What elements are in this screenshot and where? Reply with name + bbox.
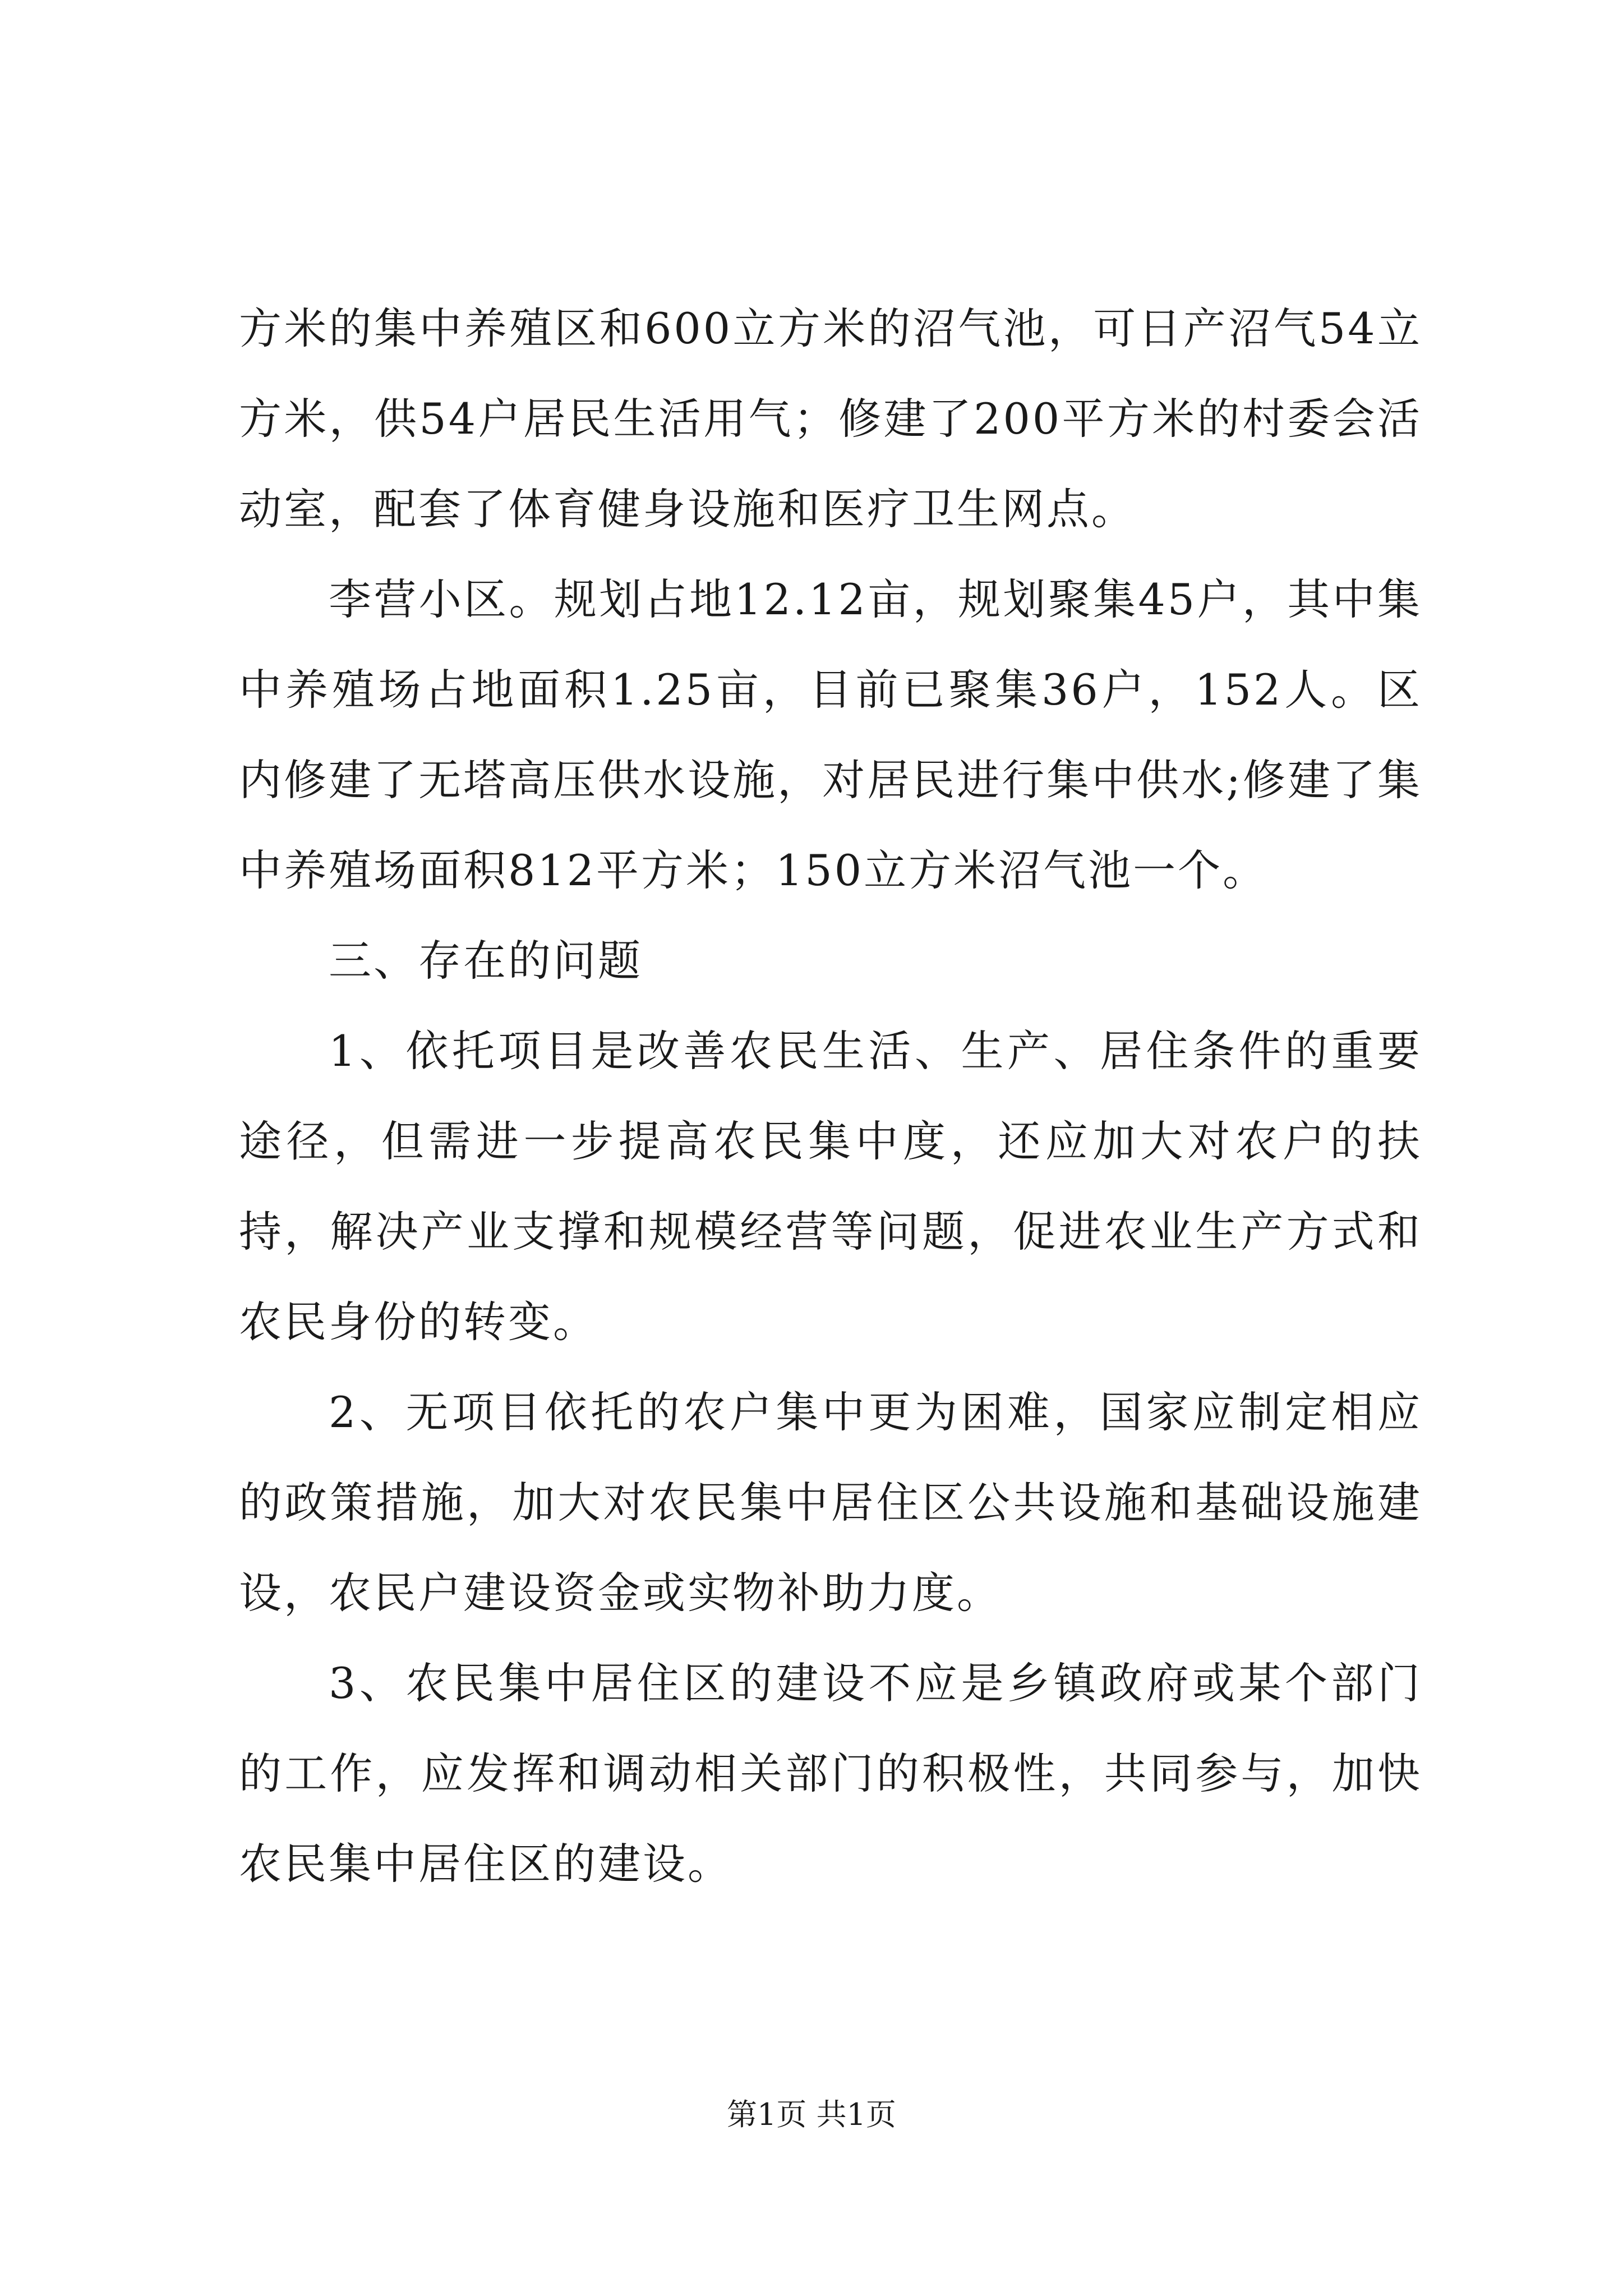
section-heading-problems: 三、存在的问题 bbox=[329, 936, 643, 986]
paragraph-problem-1: 1、依托项目是改善农民生活、生产、居住条件的重要途径，但需进一步提高农民集中度，还应加大对农户的扶持，解决产业支撑和规模经营等问题，促进农业生产方式和农民身份的转变。 bbox=[239, 1026, 1422, 1347]
page-number-label: 第1页 共1页 bbox=[727, 2097, 896, 2132]
paragraph-problem-3: 3、农民集中居住区的建设不应是乡镇政府或某个部门的工作，应发挥和调动相关部门的积极性，共同参与，加快农民集中居住区的建设。 bbox=[239, 1658, 1422, 1889]
page-footer bbox=[0, 2095, 1623, 2134]
document-body bbox=[239, 283, 1422, 1909]
paragraph-liying-district: 李营小区。规划占地12.12亩，规划聚集45户，其中集中养殖场占地面积1.25亩，目前已聚集36户，152人。区内修建了无塔高压供水设施，对居民进行集中供水;修建了集中养殖场面积812平方米；150立方米沼气池一个。 bbox=[239, 574, 1422, 895]
paragraph-problem-2: 2、无项目依托的农户集中更为困难，国家应制定相应的政策措施，加大对农民集中居住区公共设施和基础设施建设，农民户建设资金或实物补助力度。 bbox=[239, 1387, 1422, 1618]
paragraph-continuation: 方米的集中养殖区和600立方米的沼气池，可日产沼气54立方米，供54户居民生活用气；修建了200平方米的村委会活动室，配套了体育健身设施和医疗卫生网点。 bbox=[239, 303, 1422, 534]
